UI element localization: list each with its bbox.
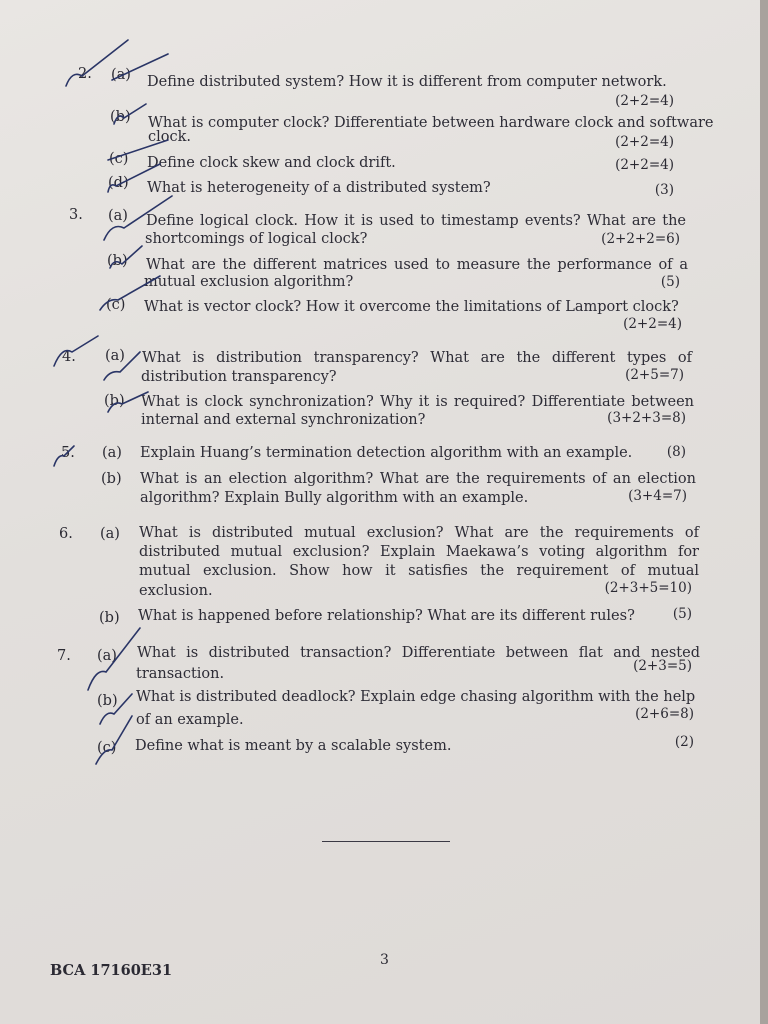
marks: (2+5=7) bbox=[625, 367, 684, 383]
end-rule bbox=[322, 841, 450, 842]
part-label: (b) bbox=[101, 471, 122, 487]
question-text: What is distributed deadlock? Explain edge chasing algorithm with the help bbox=[136, 689, 696, 705]
part-label: (b) bbox=[97, 693, 118, 709]
question-text: What is distributed transaction? Differentiate between flat and nested bbox=[137, 645, 700, 661]
marks: (3+4=7) bbox=[628, 488, 687, 504]
question-text: Define what is meant by a scalable system. bbox=[135, 738, 452, 754]
question-text: What is vector clock? How it overcome the limitations of Lamport clock? bbox=[144, 299, 679, 315]
marks: (2+3=5) bbox=[633, 658, 692, 674]
marks: (2) bbox=[674, 734, 694, 750]
marks: (2+2=4) bbox=[623, 316, 682, 332]
part-label: (c) bbox=[109, 151, 129, 167]
question-text: What is heterogeneity of a distributed system? bbox=[147, 180, 491, 196]
question-text: internal and external synchronization? bbox=[141, 412, 426, 428]
marks: (3+2+3=8) bbox=[607, 410, 686, 426]
question-text: Define clock skew and clock drift. bbox=[147, 155, 396, 171]
part-label: (a) bbox=[111, 67, 131, 83]
question-text: What is an election algorithm? What are the requirements of an election bbox=[140, 471, 696, 487]
part-label: (c) bbox=[106, 297, 126, 313]
part-label: (c) bbox=[97, 740, 117, 756]
question-text: transaction. bbox=[136, 666, 225, 682]
tick-mark-icon bbox=[54, 336, 98, 366]
part-label: (b) bbox=[99, 610, 120, 626]
paper-code: BCA 17160E31 bbox=[50, 962, 173, 979]
question-text: clock. bbox=[148, 129, 192, 145]
marks: (8) bbox=[666, 444, 686, 460]
marks: (2+2=4) bbox=[615, 157, 674, 173]
question-text: distribution transparency? bbox=[141, 369, 337, 385]
question-number: 4. bbox=[62, 349, 76, 365]
question-text: mutual exclusion algorithm? bbox=[144, 274, 354, 290]
marks: (2+3+5=10) bbox=[604, 580, 692, 596]
question-text: What are the different matrices used to measure the performance of a bbox=[146, 257, 688, 273]
part-label: (b) bbox=[104, 393, 125, 409]
marks: (2+6=8) bbox=[635, 706, 694, 722]
question-text: of an example. bbox=[136, 712, 244, 728]
question-text: distributed mutual exclusion? Explain Maekawa’s voting algorithm for bbox=[139, 544, 699, 560]
marks: (5) bbox=[672, 606, 692, 622]
part-label: (a) bbox=[100, 526, 120, 542]
page-number: 3 bbox=[380, 952, 389, 968]
question-number: 5. bbox=[61, 445, 75, 461]
part-label: (a) bbox=[102, 445, 122, 461]
part-label: (b) bbox=[110, 109, 131, 125]
question-text: Explain Huang’s termination detection algorithm with an example. bbox=[140, 445, 633, 461]
question-text: What is distributed mutual exclusion? What are the requirements of bbox=[139, 525, 699, 541]
part-label: (b) bbox=[107, 253, 128, 269]
question-text: What is distribution transparency? What are the different types of bbox=[142, 350, 692, 366]
part-label: (a) bbox=[105, 348, 125, 364]
part-label: (a) bbox=[108, 208, 128, 224]
question-text: What is computer clock? Differentiate between hardware clock and software bbox=[148, 115, 714, 131]
part-label: (a) bbox=[97, 648, 117, 664]
question-number: 7. bbox=[57, 648, 71, 664]
marks: (2+2+2=6) bbox=[601, 231, 680, 247]
question-text: algorithm? Explain Bully algorithm with an example. bbox=[140, 490, 529, 506]
question-text: Define logical clock. How it is used to timestamp events? What are the bbox=[146, 213, 686, 229]
question-text: mutual exclusion. Show how it satisfies the requirement of mutual bbox=[139, 563, 699, 579]
marks: (2+2=4) bbox=[615, 93, 674, 109]
question-text: What is clock synchronization? Why it is required? Differentiate between bbox=[141, 394, 694, 410]
marks: (2+2=4) bbox=[615, 134, 674, 150]
question-number: 2. bbox=[78, 66, 92, 82]
question-text: What is happened before relationship? What are its different rules? bbox=[138, 608, 635, 624]
page-edge bbox=[760, 0, 768, 1024]
part-label: (d) bbox=[108, 175, 129, 191]
question-text: Define distributed system? How it is different from computer network. bbox=[147, 74, 667, 90]
marks: (5) bbox=[660, 274, 680, 290]
question-text: exclusion. bbox=[139, 583, 213, 599]
question-number: 6. bbox=[59, 526, 73, 542]
question-text: shortcomings of logical clock? bbox=[145, 231, 368, 247]
marks: (3) bbox=[654, 182, 674, 198]
question-number: 3. bbox=[69, 207, 83, 223]
